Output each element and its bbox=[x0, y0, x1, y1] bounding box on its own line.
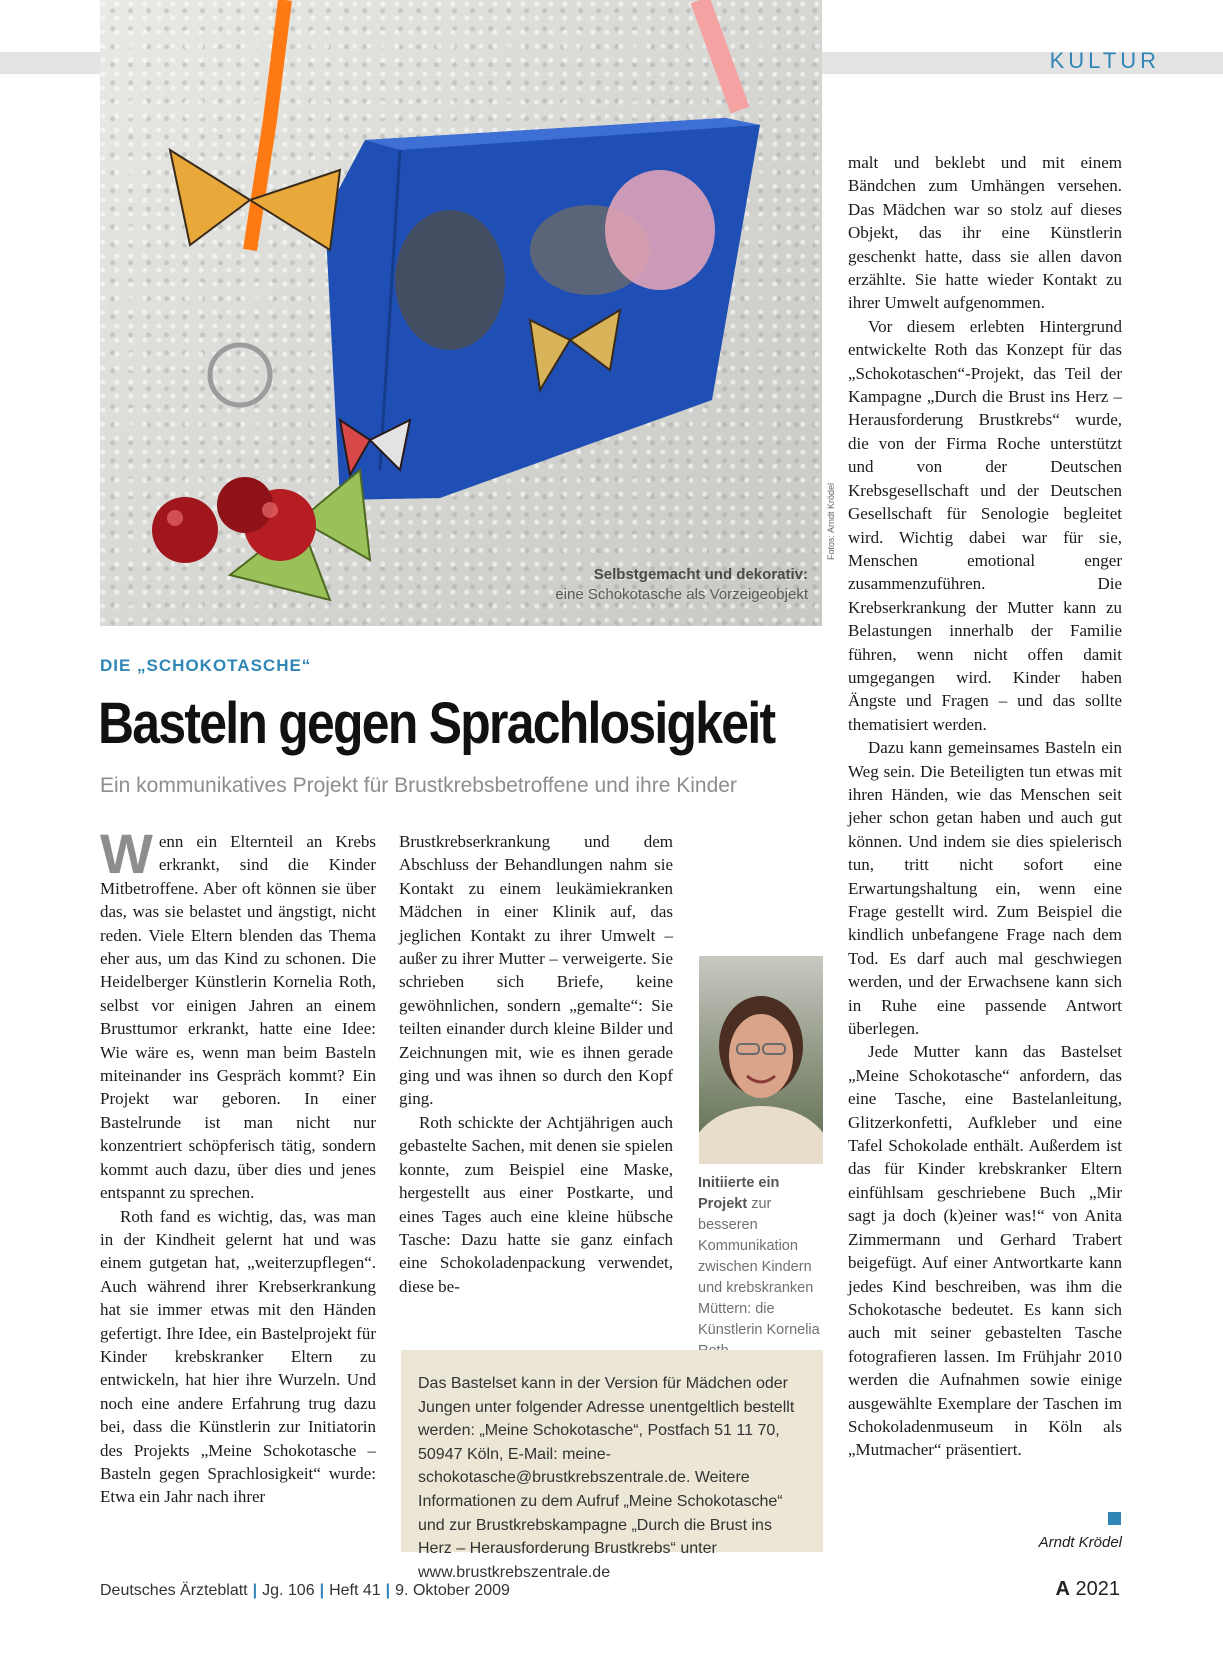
footer-volume: Jg. 106 bbox=[262, 1582, 315, 1599]
portrait-caption bbox=[698, 1173, 828, 1362]
section-label: KULTUR bbox=[1049, 48, 1160, 73]
footer-separator: | bbox=[385, 1582, 391, 1599]
footer-separator: | bbox=[252, 1582, 258, 1599]
article-author: Arndt Krödel bbox=[1038, 1534, 1122, 1551]
info-box-text: Das Bastelset kann in der Version für Mädchen oder Jungen unter folgender Adresse unentgeltlich bestellt werden: „Meine Schokotasche“, Postfach 51 11 70, 50947 Köln, E-Mail: meine-schokotasche@brustkrebszentrale.de. Weitere Informationen zu dem Aufruf „Meine Schokotasche“ und zur Brustkrebskampagne „Durch die Brust ins Herz – Herausforderung Brustkrebs“ unter www.brustkrebszentrale.de bbox=[418, 1375, 795, 1581]
article-column-2 bbox=[399, 830, 673, 1298]
page-footer bbox=[100, 1582, 510, 1600]
footer-issue: Heft 41 bbox=[329, 1582, 381, 1599]
col3-paragraph-1: malt und beklebt und mit einem Bändchen zum Umhängen versehen. Das Mädchen war so stolz auf dieses Objekt, das ihr eine Künstlerin geschenkt hatte, dass sie allen davon erzählte. Sie hatte wieder Kontakt zu ihrer Umwelt aufgenommen. bbox=[848, 153, 1122, 313]
col3-paragraph-2: Vor diesem erlebten Hintergrund entwickelte Roth das Konzept für das „Schokotaschen“-Projekt, das Teil der Kampagne „Durch die Brust ins Herz – Herausforderung Brustkrebs“ wurde, die von der Firma Roche unterstützt und von der Deutschen Krebsgesellschaft und der Deutschen Gesellschaft für Senologie begleitet wird. Wichtig dabei war für sie, Menschen emotional enger zusammenzuführen. Die Krebserkrankung der Mutter kann zu Belastungen innerhalb der Familie führen, wenn nicht offen damit umgegangen wird. Kinder haben Ängste und Fragen – und das sollte thematisiert werden. bbox=[848, 316, 1122, 734]
article-end-mark bbox=[1108, 1512, 1121, 1525]
drop-cap: W bbox=[100, 822, 153, 885]
hero-photo bbox=[100, 0, 822, 626]
info-box bbox=[401, 1350, 823, 1581]
article-subhead: Ein kommunikatives Projekt für Brustkrebsbetroffene und ihre Kinder bbox=[100, 774, 737, 797]
portrait-caption-lead: Initiierte ein Projekt bbox=[698, 1175, 780, 1212]
chocolate-bag-illustration bbox=[100, 0, 822, 626]
page-number-prefix: A bbox=[1055, 1578, 1070, 1600]
col2-paragraph-2: Roth schickte der Achtjährigen auch gebastelte Sachen, mit denen sie spielen konnte, zum Beispiel eine Maske, hergestellt aus einer Postkarte, und eines Tages auch eine kleine hübsche Tasche: Dazu hatte sie ganz einfach eine Schokoladenpackung verwendet, diese be- bbox=[399, 1112, 673, 1296]
photo-credit: Fotos: Arndt Krödel bbox=[826, 482, 836, 560]
col1-paragraph-1: enn ein Elternteil an Krebs erkrankt, sind die Kinder Mitbetroffene. Aber oft können sie über das, was sie belastet und ängstigt, nicht reden. Viele Eltern blenden das Thema eher aus, um das Kind zu schonen. Die Heidelberger Künstlerin Kornelia Roth, selbst vor einigen Jahren an einem Brusttumor erkrankt, hatte eine Idee: Wie wäre es, wenn man beim Basteln miteinander ins Gespräch kommt? Ein Projekt war geboren. In einer Bastelrunde ist man nicht nur konzentriert schöpferisch tätig, sondern kommt auch dazu, über dies und jenes entspannt zu sprechen. bbox=[100, 832, 376, 1203]
portrait-caption-text: zur besseren Kommunikation zwischen Kindern und krebskranken Müttern: die Künstlerin Kornelia bbox=[698, 1196, 820, 1338]
article-column-3 bbox=[848, 151, 1122, 1462]
article-column-1 bbox=[100, 822, 376, 1509]
portrait-illustration bbox=[699, 956, 823, 1164]
article-kicker: DIE „SCHOKOTASCHE“ bbox=[100, 656, 312, 675]
col3-paragraph-3: Dazu kann gemeinsames Basteln ein Weg sein. Die Beteiligten tun etwas mit ihren Händen, wie das Menschen seit jeher schon getan haben und auch gut können. Und indem sie dies spielerisch tun, tritt nicht sofort eine Erwartungshaltung ein, wenn eine Frage gestellt wird. Zum Beispiel die kindlich unbefangene Frage nach dem Tod. Es darf auch mal geschwiegen werden, und der Erwachsene kann sich in Ruhe eine passende Antwort überlegen. bbox=[848, 738, 1122, 1039]
footer-separator: | bbox=[319, 1582, 325, 1599]
page-number bbox=[1055, 1578, 1120, 1601]
page-number-value: 2021 bbox=[1075, 1578, 1120, 1600]
col1-paragraph-2: Roth fand es wichtig, das, was man in der Kindheit gelernt hat und was einem gutgetan hat, „weiterzupflegen“. Auch während ihrer Krebserkrankung hat sie immer etwas mit den Händen gefertigt. Ihre Idee, ein Bastelprojekt für Kinder krebskranker Eltern zu entwickeln, hat hier ihre Wurzeln. Und noch eine andere Erfahrung trug dazu bei, dass die Künstlerin zur Initiatorin des Projekts „Meine Schokotasche – Basteln gegen Sprachlosigkeit“ wurde: Etwa ein Jahr nach ihrer bbox=[100, 1206, 376, 1507]
photo-caption bbox=[555, 565, 808, 604]
photo-caption-text: eine Schokotasche als Vorzeigeobjekt bbox=[555, 585, 808, 603]
photo-caption-bold: Selbstgemacht und dekorativ: bbox=[593, 566, 808, 583]
header-bar-left bbox=[0, 52, 100, 74]
article-headline: Basteln gegen Sprachlosigkeit bbox=[98, 691, 775, 756]
portrait-photo bbox=[699, 956, 823, 1164]
col3-paragraph-4: Jede Mutter kann das Bastelset „Meine Schokotasche“ anfordern, das eine Tasche, eine Bastelanleitung, Glitzerkonfetti, Aufkleber und eine Tafel Schokolade enthält. Außerdem ist das für Kinder krebskranker Eltern einfühlsam geschriebene Buch „Mir sagt ja doch (k)einer was!“ von Anita Zimmermann und Gerhard Trabert beigefügt. Auf einer Antwortkarte kann jedes Kind beschreiben, was ihm die Schokotasche bedeutet. Es kann sich auch mit seiner gebastelten Tasche fotografieren lassen. Im Frühjahr 2010 werden die Aufnahmen sowie einige ausgewählte Exemplare der Taschen im Schokoladenmuseum in Köln als „Mutmacher“ präsentiert. bbox=[848, 1042, 1122, 1460]
footer-journal: Deutsches Ärzteblatt bbox=[100, 1582, 248, 1599]
col2-paragraph-1: Brustkrebserkrankung und dem Abschluss der Behandlungen nahm sie Kontakt zu einem leukämiekranken Mädchen in einer Klinik auf, das jeglichen Kontakt zu ihrer Umwelt – außer zu ihrer Mutter – verweigerte. Sie schrieben sich Briefe, keine gewöhnlichen, sondern „gemalte“: Sie teilten einander durch kleine Bilder und Zeichnungen mit, wie es ihnen gerade ging und was ihnen so durch den Kopf ging. bbox=[399, 832, 673, 1109]
footer-date: 9. Oktober 2009 bbox=[395, 1582, 510, 1599]
